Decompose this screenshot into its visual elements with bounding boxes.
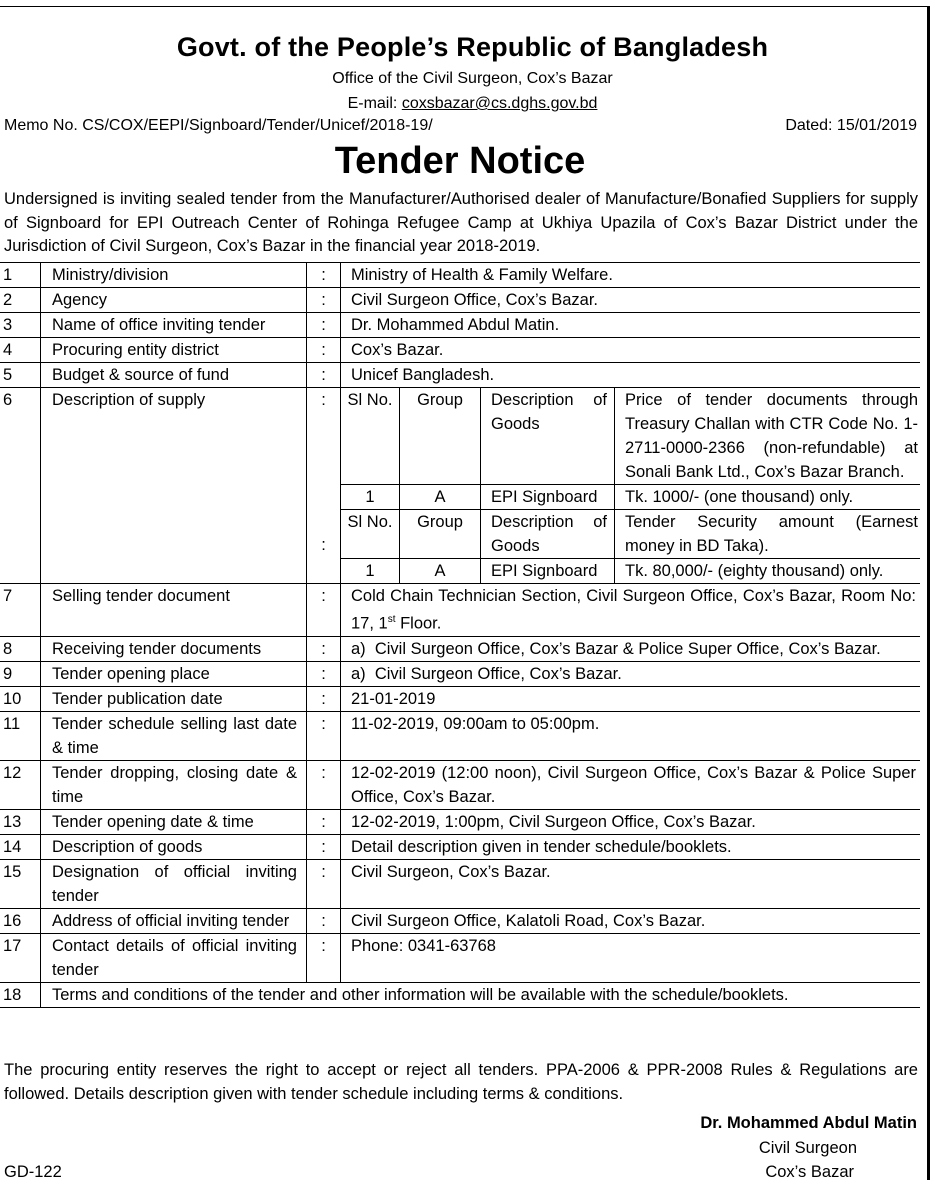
row-number: 11 [0, 712, 41, 760]
row-value: Phone: 0341-63768 [351, 936, 496, 955]
row-value: 21-01-2019 [351, 689, 436, 708]
row-colon: : [321, 536, 326, 554]
row-label: Receiving tender documents [41, 637, 307, 661]
row-label: Address of official inviting tender [41, 909, 307, 933]
row-value: 12-02-2019 (12:00 noon), Civil Surgeon Office, Cox’s Bazar & Police Super Office, Cox’s Bazar. [351, 763, 916, 806]
document-code: GD-122 [4, 1163, 62, 1181]
desc-cell: EPI Signboard [481, 559, 615, 583]
table-row [0, 909, 920, 934]
row-colon: : [307, 263, 341, 287]
sl-cell: 1 [341, 485, 400, 509]
row-colon: : [307, 363, 341, 387]
notice-title: Tender Notice [334, 140, 586, 182]
row-value-sup: st [387, 614, 396, 625]
row-number: 9 [0, 662, 41, 686]
table-row [0, 934, 920, 983]
office-name: Office of the Civil Surgeon, Cox’s Bazar [332, 70, 613, 87]
row-number: 14 [0, 835, 41, 859]
memo-date: Dated: 15/01/2019 [785, 117, 917, 134]
desc-cell: EPI Signboard [481, 485, 615, 509]
security-header-row [341, 510, 920, 559]
memo-number: Memo No. CS/COX/EEPI/Signboard/Tender/Unicef/2018-19/ [4, 117, 433, 134]
row-label: Name of office inviting tender [41, 313, 307, 337]
sl-cell: 1 [341, 559, 400, 583]
row-colon: : [307, 288, 341, 312]
row-label: Tender opening place [41, 662, 307, 686]
row-colon: : [307, 810, 341, 834]
table-row [0, 288, 920, 313]
row-colon: : [307, 860, 341, 908]
row-number: 13 [0, 810, 41, 834]
row-colon: : [307, 687, 341, 711]
table-row [0, 761, 920, 810]
row-label: Tender publication date [41, 687, 307, 711]
tender-details-table [0, 262, 920, 1008]
group-cell: A [400, 485, 481, 509]
row-number: 17 [0, 934, 41, 982]
row-colon: : [307, 909, 341, 933]
row-value: Civil Surgeon Office, Cox’s Bazar. [351, 291, 599, 309]
supply-subtable [341, 388, 920, 583]
table-row [0, 662, 920, 687]
row-full-text: Terms and conditions of the tender and other information will be available with the schedule/booklets. [52, 985, 789, 1004]
row-label: Budget & source of fund [41, 363, 307, 387]
row-number: 15 [0, 860, 41, 908]
row-number: 12 [0, 761, 41, 809]
table-row [0, 313, 920, 338]
table-row [0, 263, 920, 288]
price-header: Price of tender documents through Treasury Challan with CTR Code No. 1-2711-0000-2366 (non-refundable) at Sonali Bank Ltd., Cox’s Bazar Branch. [625, 391, 918, 481]
row-colon: : [321, 391, 326, 409]
group-header: Group [400, 510, 481, 558]
security-row [341, 559, 920, 583]
row-value: Dr. Mohammed Abdul Matin. [351, 316, 560, 334]
price-amount: Tk. 1000/- (one thousand) only. [625, 488, 854, 506]
intro-paragraph: Undersigned is inviting sealed tender from the Manufacturer/Authorised dealer of Manufacture/Bonafied Suppliers for supply of Signboard for EPI Outreach Center of Rohinga Refugee Camp at Ukhiya Upazila of Cox’s Bazar District under the Jurisdiction of Civil Surgeon, Cox’s Bazar in the financial year 2018-2019. [4, 190, 918, 255]
row-value: Ministry of Health & Family Welfare. [351, 266, 613, 284]
row-colon: : [307, 313, 341, 337]
row-label: Description of supply [41, 388, 307, 583]
group-header: Group [400, 388, 481, 484]
row-label: Selling tender document [41, 584, 307, 636]
row-number: 16 [0, 909, 41, 933]
row-value: a) Civil Surgeon Office, Cox’s Bazar & Police Super Office, Cox’s Bazar. [351, 639, 881, 658]
row-label: Designation of official inviting tender [41, 860, 307, 908]
signatory-title: Civil Surgeon [758, 1139, 857, 1157]
price-row [341, 485, 920, 510]
row-number: 4 [0, 338, 41, 362]
row-number: 10 [0, 687, 41, 711]
row-number: 3 [0, 313, 41, 337]
row-value-tail: Floor. [395, 614, 442, 633]
row-colon: : [307, 761, 341, 809]
table-row [0, 860, 920, 909]
row-number: 18 [0, 983, 41, 1007]
row-value: a) Civil Surgeon Office, Cox’s Bazar. [351, 664, 622, 683]
right-rule [927, 6, 930, 1180]
footer-paragraph: The procuring entity reserves the right to accept or reject all tenders. PPA-2006 & PPR-2008 Rules & Regulations are followed. Details description given with tender schedule including terms & conditions. [4, 1061, 918, 1103]
desc-header: Description of Goods [481, 388, 615, 484]
government-title: Govt. of the People’s Republic of Bangladesh [176, 32, 769, 62]
row-value [341, 584, 920, 636]
row-value: Cox’s Bazar. [351, 341, 444, 359]
email-line [0, 95, 945, 113]
sl-header: Sl No. [341, 510, 400, 558]
row-colon: : [307, 584, 341, 636]
row-value: 12-02-2019, 1:00pm, Civil Surgeon Office, Cox’s Bazar. [351, 812, 756, 831]
row-number: 2 [0, 288, 41, 312]
table-row [0, 835, 920, 860]
table-row [0, 637, 920, 662]
row-colon: : [307, 934, 341, 982]
table-row [0, 983, 920, 1008]
row-colon: : [307, 637, 341, 661]
row-colon: : [307, 662, 341, 686]
row-label: Contact details of official inviting tender [41, 934, 307, 982]
table-row [0, 363, 920, 388]
row-colon: : [307, 835, 341, 859]
table-row-supply [0, 388, 920, 584]
row-colon: : [307, 338, 341, 362]
signatory-place: Cox’s Bazar [765, 1163, 854, 1181]
row-label: Description of goods [41, 835, 307, 859]
security-amount: Tk. 80,000/- (eighty thousand) only. [625, 562, 884, 580]
table-row [0, 687, 920, 712]
top-rule [0, 6, 928, 7]
row-value-text: Cold Chain Technician Section, Civil Surgeon Office, Cox’s Bazar, Room No: 17, 1 [351, 587, 916, 633]
row-label: Tender opening date & time [41, 810, 307, 834]
email-label: E-mail: [347, 95, 402, 112]
signatory-name: Dr. Mohammed Abdul Matin [700, 1114, 917, 1132]
row-number: 1 [0, 263, 41, 287]
row-value: Detail description given in tender schedule/booklets. [351, 837, 732, 856]
row-value: 11-02-2019, 09:00am to 05:00pm. [351, 714, 600, 733]
table-row [0, 810, 920, 835]
row-value: Civil Surgeon Office, Kalatoli Road, Cox’s Bazar. [351, 911, 706, 930]
desc-header: Description of Goods [481, 510, 615, 558]
security-header: Tender Security amount (Earnest money in BD Taka). [625, 513, 918, 555]
row-label: Tender dropping, closing date & time [41, 761, 307, 809]
table-row [0, 584, 920, 637]
table-row [0, 712, 920, 761]
sl-header: Sl No. [341, 388, 400, 484]
row-label: Procuring entity district [41, 338, 307, 362]
row-label: Tender schedule selling last date & time [41, 712, 307, 760]
row-colon: : [307, 712, 341, 760]
row-number: 5 [0, 363, 41, 387]
row-value: Civil Surgeon, Cox’s Bazar. [351, 862, 551, 881]
row-number: 8 [0, 637, 41, 661]
table-row [0, 338, 920, 363]
row-number: 6 [0, 388, 41, 583]
email-link[interactable]: coxsbazar@cs.dghs.gov.bd [401, 95, 598, 112]
row-label: Ministry/division [41, 263, 307, 287]
row-number: 7 [0, 584, 41, 636]
row-colon-column [307, 388, 341, 583]
price-header-row [341, 388, 920, 485]
group-cell: A [400, 559, 481, 583]
row-value: Unicef Bangladesh. [351, 366, 495, 384]
row-label: Agency [41, 288, 307, 312]
